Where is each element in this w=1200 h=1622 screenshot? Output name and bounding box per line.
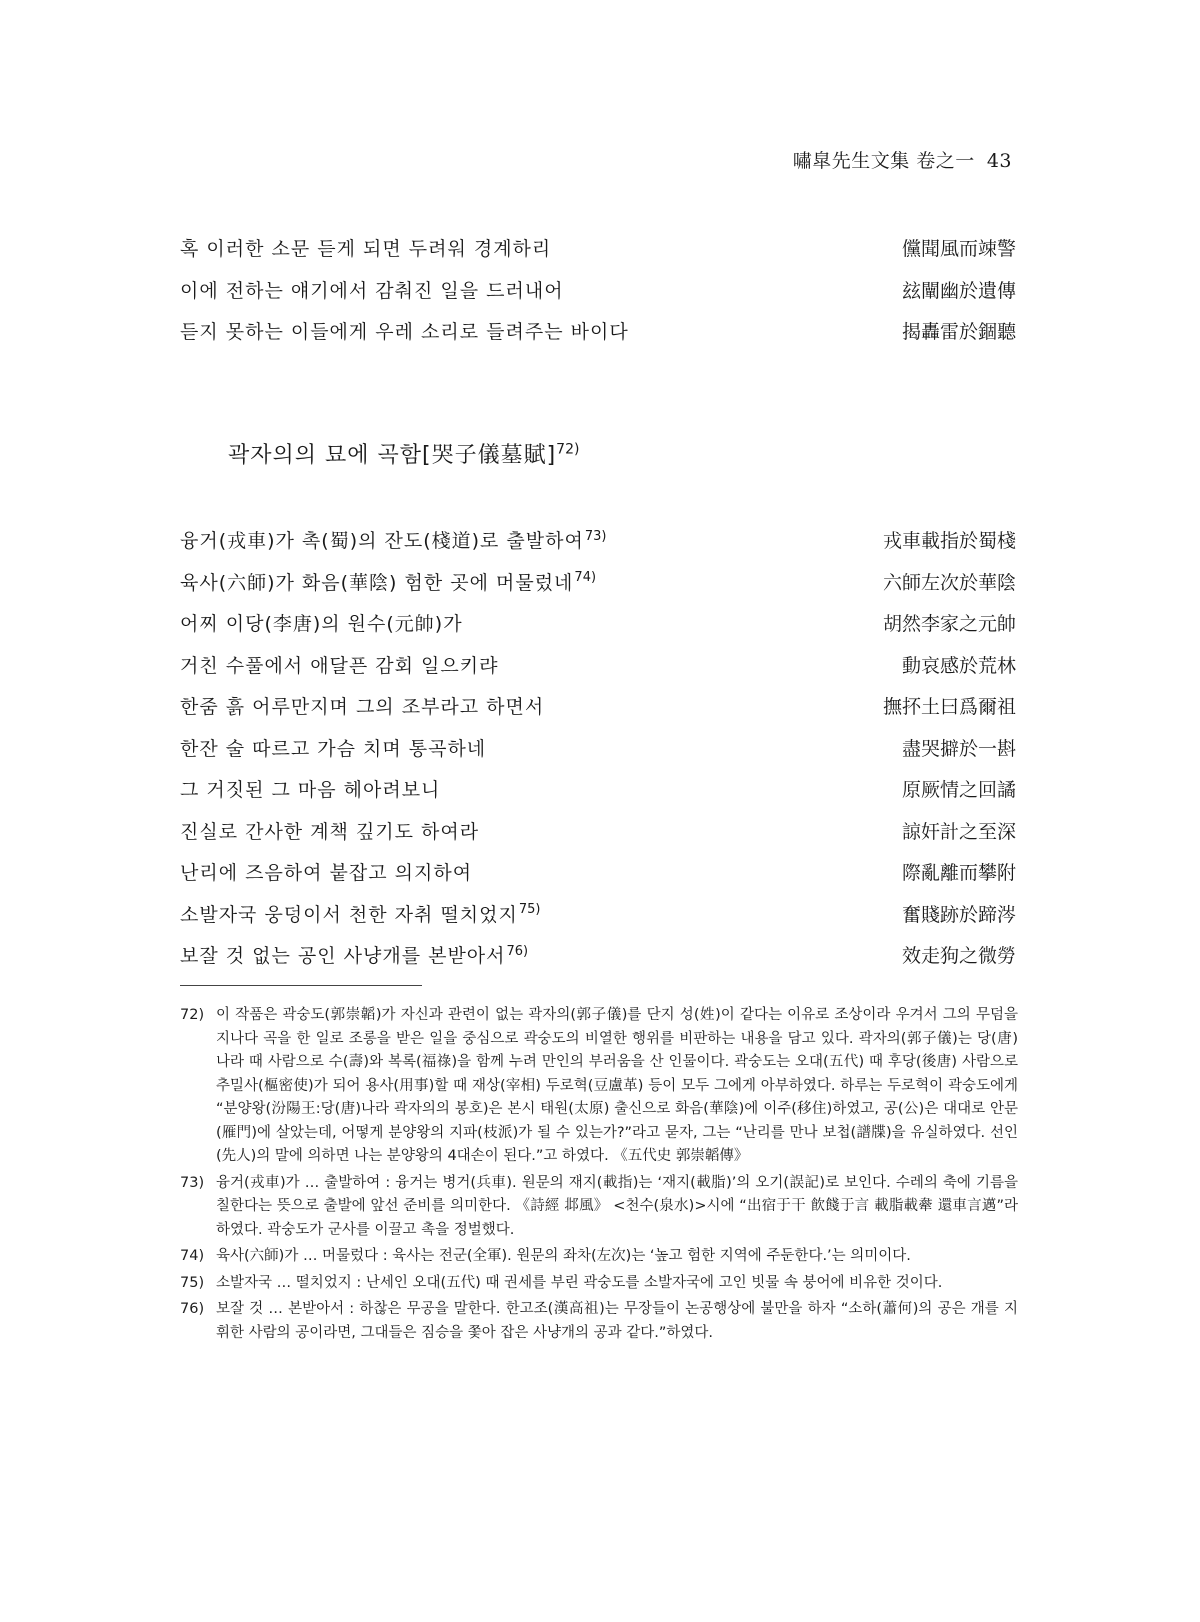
verse-hanja: 戎車載指於蜀棧 xyxy=(882,530,1016,552)
verse-hanja: 揭轟雷於錮聽 xyxy=(901,321,1016,343)
verse-hanja: 玆闡幽於遺傳 xyxy=(901,279,1016,302)
footnote xyxy=(180,1272,1018,1296)
verse-line xyxy=(180,651,1016,693)
verse-line xyxy=(180,817,1016,859)
verse-korean: 한잔 술 따르고 가슴 치며 통곡하네 xyxy=(180,737,487,760)
page-number: 43 xyxy=(986,150,1012,172)
verse-korean: 혹 이러한 소문 듣게 되면 두려워 경계하리 xyxy=(180,238,552,260)
footnote xyxy=(180,1172,1018,1243)
verse-line xyxy=(180,858,1016,900)
verse-korean: 육사(六師)가 화음(華陰) 험한 곳에 머물렀네$^{74)}$ xyxy=(180,570,597,594)
verse-hanja: 六師左次於華陰 xyxy=(882,571,1016,594)
footnote-number: 75) xyxy=(180,1274,205,1291)
verse-line xyxy=(180,692,1016,734)
footnote-text: 육사(六師)가 … 머물렀다 : 육사는 전군(全軍). 원문의 좌차(左次)는 ‘높고 험한 지역에 주둔한다.’는 의미이다. xyxy=(216,1248,911,1264)
verse-korean: 한줌 흙 어루만지며 그의 조부라고 하면서 xyxy=(180,696,545,718)
footnote xyxy=(180,1245,1018,1269)
verse-korean: 듣지 못하는 이들에게 우레 소리로 들려주는 바이다 xyxy=(180,321,629,343)
verse-hanja: 際亂離而攀附 xyxy=(901,862,1016,884)
footnote-ref: 73) xyxy=(584,528,607,544)
verse-line xyxy=(180,526,1016,568)
footnote-text: 소발자국 … 떨치었지 : 난세인 오대(五代) 때 권세를 부린 곽숭도를 소발자국에 고인 빗물 속 붕어에 비유한 것이다. xyxy=(216,1274,943,1291)
verse-hanja: 盡哭擗於一斟 xyxy=(901,737,1016,760)
verse-hanja: 原厥情之回譎 xyxy=(901,779,1016,801)
verse-hanja: 奮賤跡於蹄涔 xyxy=(901,903,1016,926)
verse-line xyxy=(180,775,1016,817)
footnote-ref: 76) xyxy=(506,943,529,959)
footnote-text: 이 작품은 곽숭도(郭崇韜)가 자신과 관련이 없는 곽자의(郭子儀)를 단지 성(姓)이 같다는 이유로 조상이라 우겨서 그의 무덤을 지나다 곡을 한 일로 조롱을 받은 일을 중심으로 곽숭도의 비열한 행위를 비판하는 내용을 담고 있다. 곽자의(郭子儀)는 당(唐)나라 때 사람으로 수(壽)와 복록(福祿)을 함께 누려 만인의 부러움을 산 인물이다. 곽숭도는 오대(五代) 때 후당(後唐) 사람으로 추밀사(樞密使)가 되어 용사(用事)할 때 재상(宰相) 두로혁(豆盧革) 등이 모두 그에게 아부하였다. 하루는 두로혁이 곽숭도에게 “분양왕(汾陽王:당(唐)나라 곽자의의 봉호)은 본시 태원(太原) 출신으로 화음(華陰)에 이주(移住)하였고, 공(公)은 대대로 안문(雁門)에 살았는데, 어떻게 분양왕의 지파(枝派)가 될 수 있는가?”라고 묻자, 그는 “난리를 만나 보첩(譜牒)을 유실하였다. 선인(先人)의 말에 의하면 나는 분양왕의 4대손이 된다.”고 하였다. 《五代史 郭崇韜傳》 xyxy=(216,1007,1018,1164)
verse-korean: 그 거짓된 그 마음 헤아려보니 xyxy=(180,779,441,801)
verse-line xyxy=(180,276,1016,318)
footnotes xyxy=(180,1004,1018,1348)
footnote-ref: 75) xyxy=(518,902,541,918)
running-header xyxy=(793,146,1012,173)
footnote-number: 72) xyxy=(180,1007,205,1023)
verse-hanja: 儻聞風而竦警 xyxy=(901,238,1016,260)
verse-korean: 보잘 것 없는 공인 사냥개를 본받아서$^{76)}$ xyxy=(180,943,529,967)
footnote-text: 융거(戎車)가 … 출발하여 : 융거는 병거(兵車). 원문의 재지(載指)는 ‘재지(載脂)’의 오기(誤記)로 보인다. 수레의 축에 기름을 칠한다는 뜻으로 출발에 앞선 준비를 의미한다. 《詩經 邶風》 <천수(泉水)>시에 “出宿于干 飮餞于言 載脂載舝 還車言邁”라 하였다. 곽숭도가 군사를 이끌고 촉을 정벌했다. xyxy=(216,1174,1018,1238)
footnote-ref: 72) xyxy=(556,441,580,458)
footnote xyxy=(180,1004,1018,1169)
footnote-divider xyxy=(180,985,422,986)
book-title: 嘯皐先生文集 卷之一 xyxy=(792,150,975,172)
verse-line xyxy=(180,234,1016,276)
verse-hanja: 效走狗之微勞 xyxy=(901,945,1016,967)
footnote-text: 보잘 것 … 본받아서 : 하찮은 무공을 말한다. 한고조(漢高祖)는 무장들이 논공행상에 불만을 하자 “소하(蕭何)의 공은 개를 지휘한 사람의 공이라면, 그대들은 짐승을 쫓아 잡은 사냥개의 공과 같다.”하였다. xyxy=(216,1301,1018,1341)
footnote-number: 73) xyxy=(180,1174,205,1191)
verse-hanja: 胡然李家之元帥 xyxy=(882,613,1016,635)
footnote-ref: 74) xyxy=(574,570,597,586)
footnote-number: 76) xyxy=(180,1301,205,1317)
verse-line xyxy=(180,568,1016,610)
verse-line xyxy=(180,609,1016,651)
verse-hanja: 動哀感於荒林 xyxy=(901,654,1016,677)
verse-korean: 이에 전하는 얘기에서 감춰진 일을 드러내어 xyxy=(180,279,564,302)
verse-korean: 거친 수풀에서 애달픈 감회 일으키랴 xyxy=(180,654,499,677)
verse-hanja: 撫抔土曰爲爾祖 xyxy=(882,696,1016,718)
verse-block-top xyxy=(180,234,1016,359)
verse-line xyxy=(180,734,1016,776)
verse-block-main xyxy=(180,526,1016,983)
verse-line xyxy=(180,941,1016,983)
verse-korean: 소발자국 웅덩이서 천한 자취 떨치었지$^{75)}$ xyxy=(180,902,541,926)
verse-hanja: 諒奸計之至深 xyxy=(901,820,1016,843)
verse-line xyxy=(180,317,1016,359)
footnote xyxy=(180,1298,1018,1345)
verse-line xyxy=(180,900,1016,942)
verse-korean: 융거(戎車)가 촉(蜀)의 잔도(棧道)로 출발하여$^{73)}$ xyxy=(180,528,607,552)
verse-korean: 어찌 이당(李唐)의 원수(元帥)가 xyxy=(180,613,463,635)
section-title: 곽자의의 묘에 곡함[哭子儀墓賦]$^{72)}$ xyxy=(228,441,580,468)
verse-korean: 진실로 간사한 계책 깊기도 하여라 xyxy=(180,820,480,843)
footnote-number: 74) xyxy=(180,1248,205,1264)
verse-korean: 난리에 즈음하여 붙잡고 의지하여 xyxy=(180,862,473,884)
